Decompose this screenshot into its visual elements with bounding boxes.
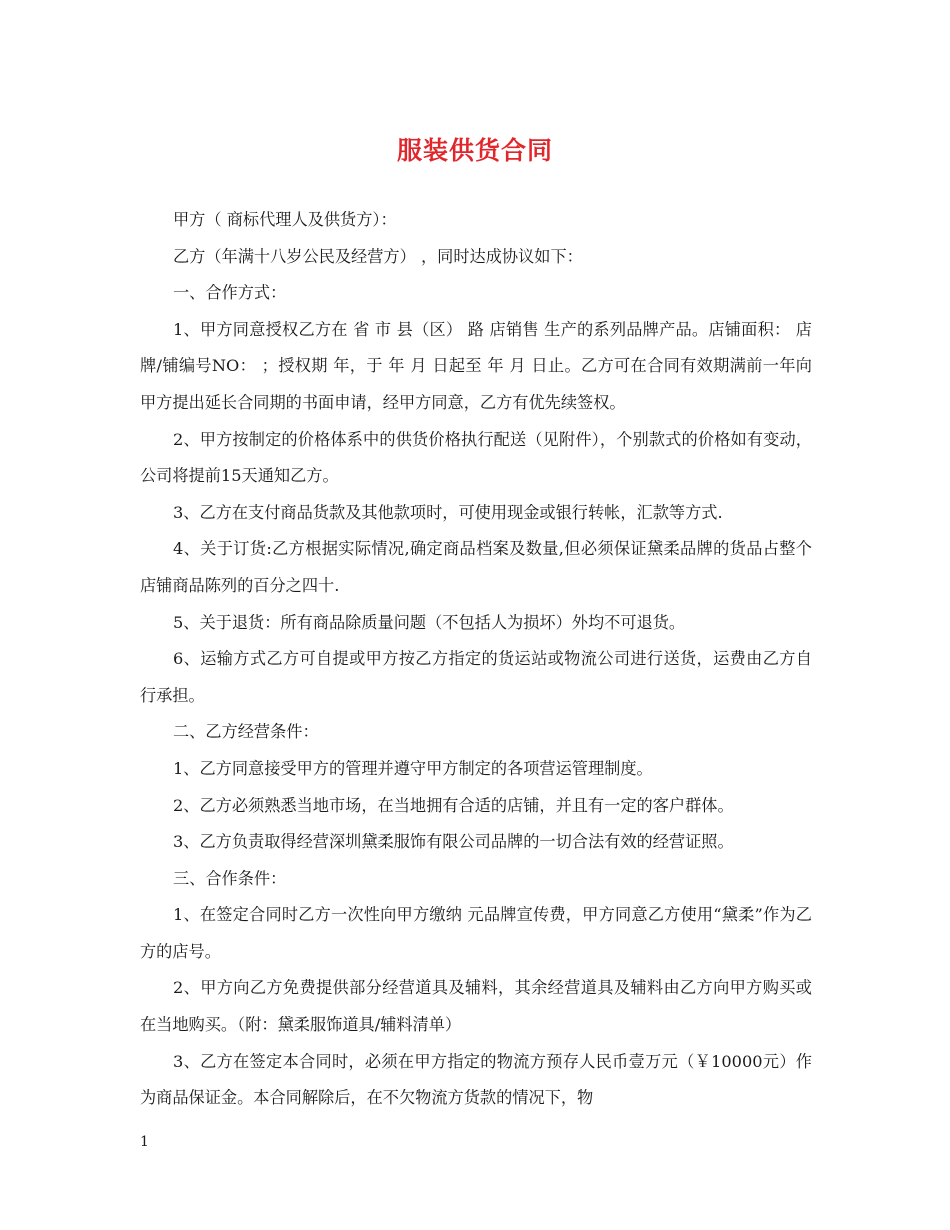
party-b-line: 乙方（年满十八岁公民及经营方） ，同时达成协议如下：: [173, 246, 583, 266]
clause-paragraph: 3、乙方在签定本合同时，必须在甲方指定的物流方预存人民币壹万元（￥10000元）作为商品保证金。本合同解除后，在不欠物流方货款的情况下，物: [140, 1051, 812, 1108]
clause-paragraph: 1、甲方同意授权乙方在 省 市 县（区） 路 店销售 生产的系列品牌产品。店铺面积： 店牌/铺编号NO： ；授权期 年，于 年 月 日起至 年 月 日止。乙方可在合同有效期满前一年向甲方提出延长合同期的书面申请，经甲方同意，乙方有优先续签权。: [140, 319, 812, 412]
section-heading-cooperation-conditions: 三、合作条件：: [173, 868, 287, 888]
clause-paragraph: 1、在签定合同时乙方一次性向甲方缴纳 元品牌宣传费，甲方同意乙方使用“黛柔”作为乙方的店号。: [140, 905, 812, 961]
clause-paragraph: 5、关于退货：所有商品除质量问题（不包括人为损坏）外均不可退货。: [173, 612, 686, 632]
clause-paragraph: 3、乙方在支付商品货款及其他款项时，可使用现金或银行转帐，汇款等方式.: [173, 502, 723, 522]
page-number: 1: [140, 1134, 149, 1150]
party-a-line: 甲方（ 商标代理人及供货方）：: [173, 210, 397, 229]
section-heading-cooperation: 一、合作方式：: [173, 283, 287, 303]
clause-paragraph: 1、乙方同意接受甲方的管理并遵守甲方制定的各项营运管理制度。: [173, 758, 653, 778]
clause-paragraph: 2、乙方必须熟悉当地市场，在当地拥有合适的店铺，并且有一定的客户群体。: [173, 795, 734, 815]
clause-paragraph: 4、关于订货:乙方根据实际情况,确定商品档案及数量,但必须保证黛柔品牌的货品占整个店铺商品陈列的百分之四十.: [140, 539, 812, 595]
clause-paragraph: 2、甲方按制定的价格体系中的供货价格执行配送（见附件），个别款式的价格如有变动，公司将提前15天通知乙方。: [140, 429, 812, 486]
section-heading-operating-conditions: 二、乙方经营条件：: [173, 722, 319, 742]
clause-paragraph: 3、乙方负责取得经营深圳黛柔服饰有限公司品牌的一切合法有效的经营证照。: [173, 832, 734, 852]
document-title: 服装供货合同: [396, 136, 553, 165]
clause-paragraph: 6、运输方式乙方可自提或甲方按乙方指定的货运站或物流公司进行送货，运费由乙方自行承担。: [140, 649, 812, 705]
document-body: [140, 202, 812, 1117]
clause-paragraph: 2、甲方向乙方免费提供部分经营道具及辅料，其余经营道具及辅料由乙方向甲方购买或在当地购买。（附：黛柔服饰道具/辅料清单）: [140, 978, 812, 1035]
